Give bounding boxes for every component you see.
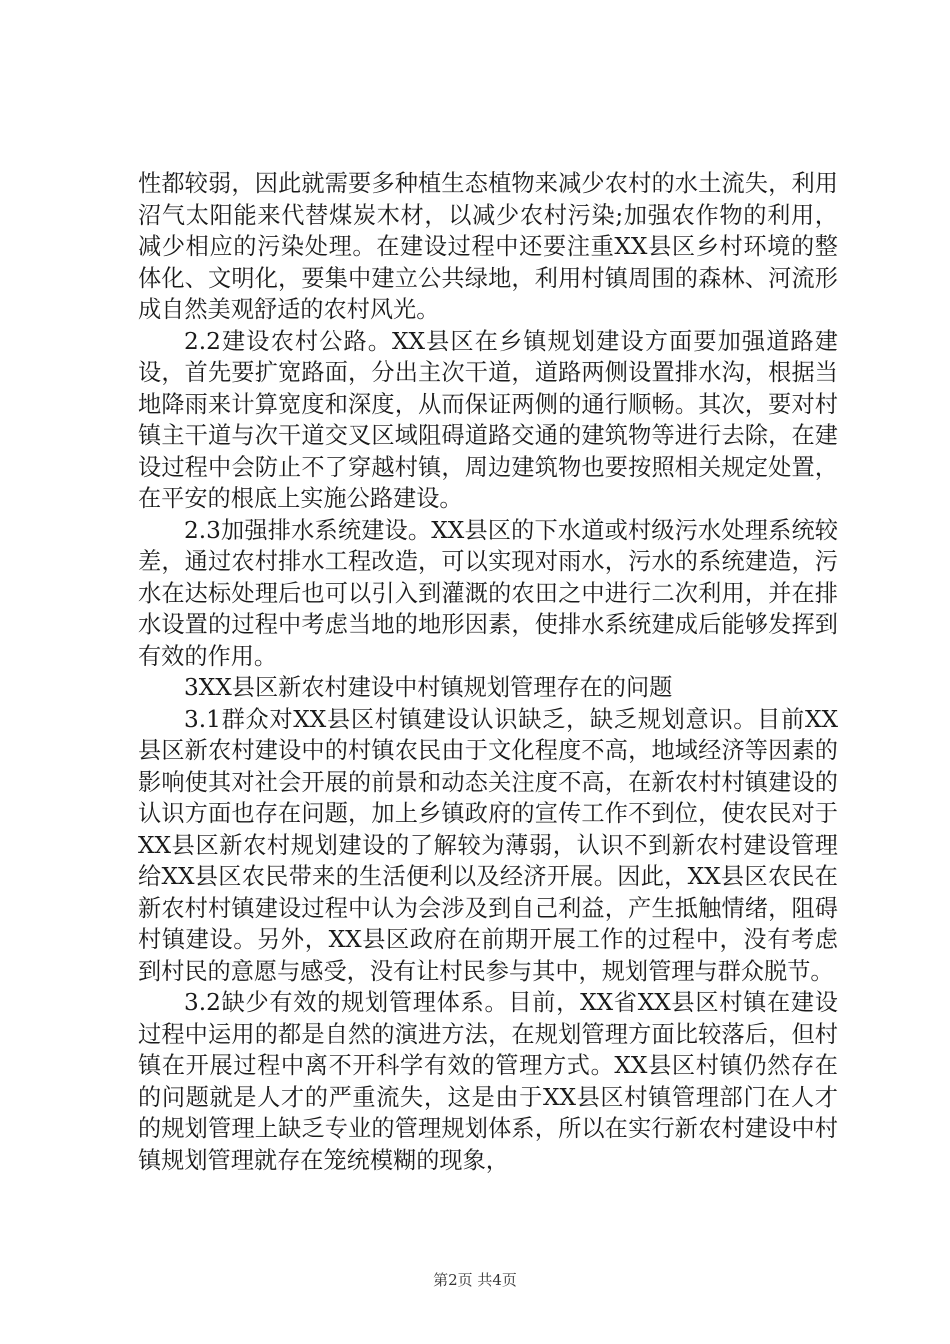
page-number-footer: 第2页 共4页 — [433, 1271, 517, 1289]
paragraph-ecology: 性都较弱，因此就需要多种植生态植物来减少农村的水土流失，利用沼气太阳能来代替煤炭木材，以减少农村污染;加强农作物的利用，减少相应的污染处理。在建设过程中还要注重XX县区乡村环境的整体化、文明化，要集中建立公共绿地，利用村镇周围的森林、河流形成自然美观舒适的农村风光。 — [138, 170, 838, 323]
document-body — [138, 168, 838, 1176]
paragraph-management-system: 3.2缺少有效的规划管理体系。目前，XX省XX县区村镇在建设过程中运用的都是自然的演进方法，在规划管理方面比较落后，但村镇在开展过程中离不开科学有效的管理方式。XX县区村镇仍然存在的问题就是人才的严重流失，这是由于XX县区村镇管理部门在人才的规划管理上缺乏专业的管理规划体系，所以在实行新农村建设中村镇规划管理就存在笼统模糊的现象， — [138, 989, 838, 1174]
paragraph-awareness: 3.1群众对XX县区村镇建设认识缺乏，缺乏规划意识。目前XX县区新农村建设中的村镇农民由于文化程度不高，地域经济等因素的影响使其对社会开展的前景和动态关注度不高，在新农村村镇建设的认识方面也存在问题，加上乡镇政府的宣传工作不到位，使农民对于XX县区新农村规划建设的了解较为薄弱，认识不到新农村建设管理给XX县区农民带来的生活便利以及经济开展。因此，XX县区农民在新农村村镇建设过程中认为会涉及到自己利益，产生抵触情绪，阻碍村镇建设。另外，XX县区政府在前期开展工作的过程中，没有考虑到村民的意愿与感受，没有让村民参与其中，规划管理与群众脱节。 — [138, 705, 838, 985]
paragraph-rural-roads: 2.2建设农村公路。XX县区在乡镇规划建设方面要加强道路建设，首先要扩宽路面，分出主次干道，道路两侧设置排水沟，根据当地降雨来计算宽度和深度，从而保证两侧的通行顺畅。其次，要对村镇主干道与次干道交叉区域阻碍道路交通的建筑物等进行去除，在建设过程中会防止不了穿越村镇，周边建筑物也要按照相关规定处置，在平安的根底上实施公路建设。 — [138, 327, 838, 512]
section-heading-problems: 3XX县区新农村建设中村镇规划管理存在的问题 — [184, 674, 673, 701]
paragraph-drainage: 2.3加强排水系统建设。XX县区的下水道或村级污水处理系统较差，通过农村排水工程改造，可以实现对雨水，污水的系统建造，污水在达标处理后也可以引入到灌溉的农田之中进行二次利用，并在排水设置的过程中考虑当地的地形因素，使排水系统建成后能够发挥到有效的作用。 — [138, 516, 838, 670]
